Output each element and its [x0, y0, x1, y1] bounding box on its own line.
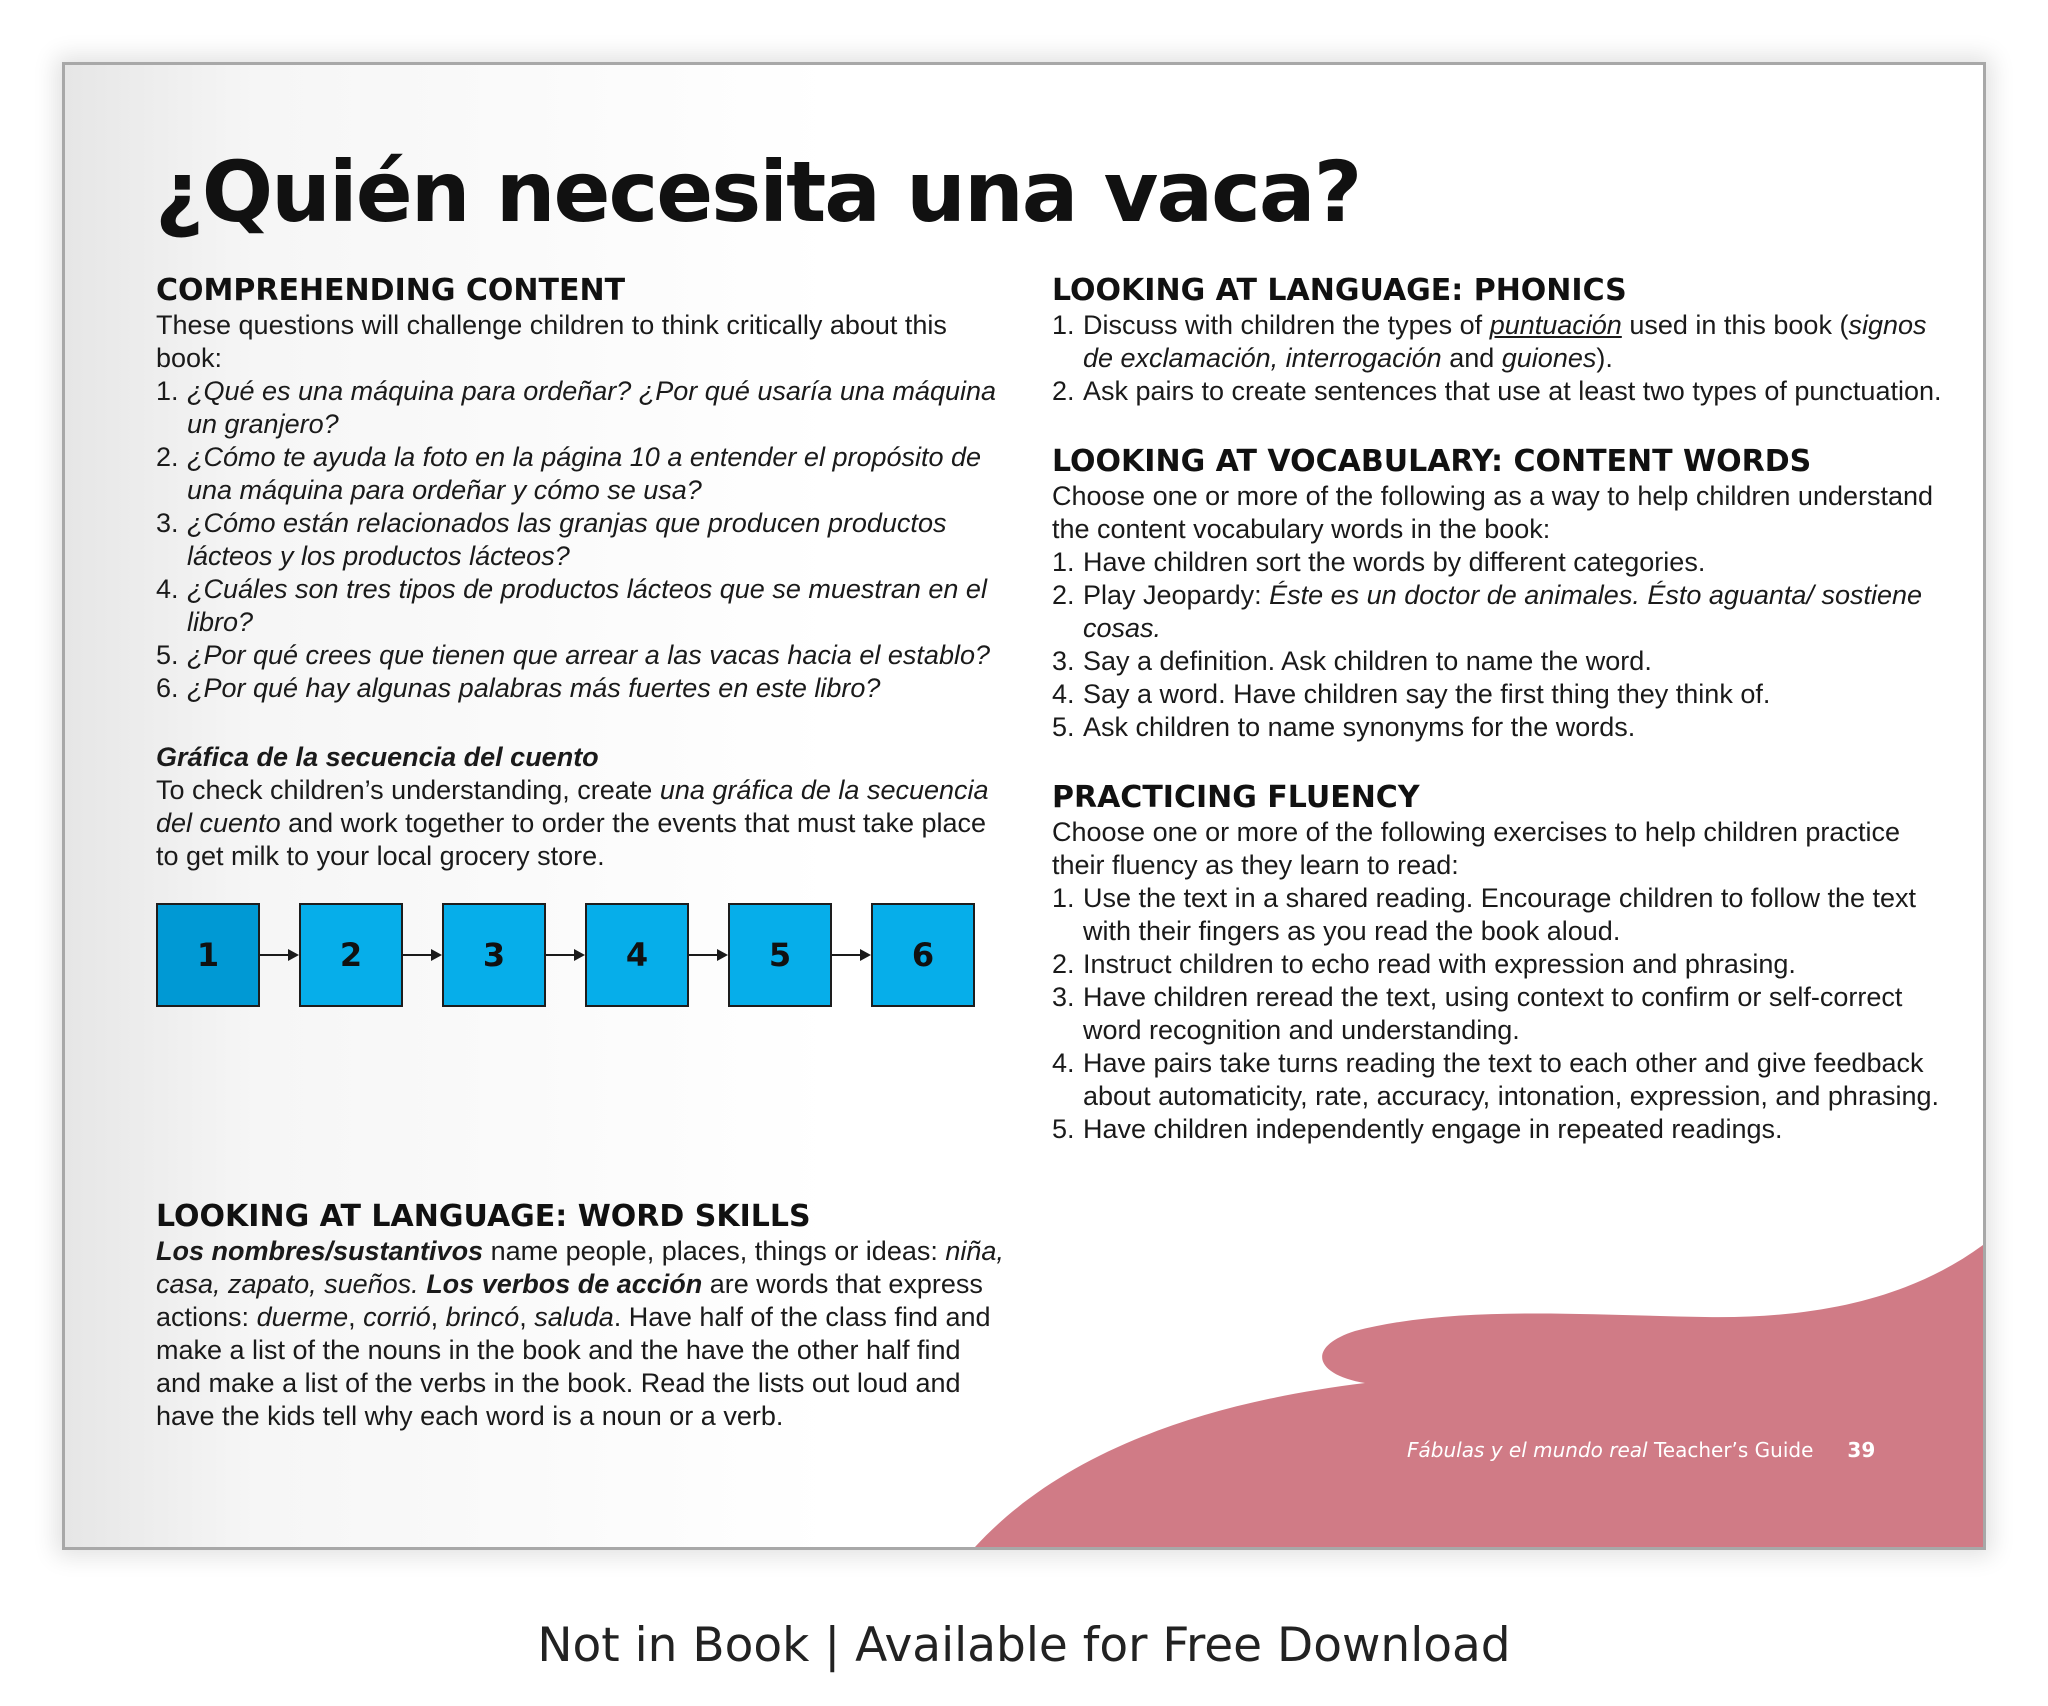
arrow-right-icon [832, 948, 871, 962]
comprehending-intro: These questions will challenge children to think critically about this book: [156, 310, 947, 373]
sequence-box: 3 [442, 903, 546, 1007]
vocabulary-heading: LOOKING AT VOCABULARY: CONTENT WORDS [1052, 444, 1812, 479]
sequence-box: 1 [156, 903, 260, 1007]
download-note: Not in Book | Available for Free Download [537, 1618, 1511, 1673]
list-item: 1. Use the text in a shared reading. Encourage children to follow the text with their fingers as you read the book aloud. [1052, 883, 1916, 946]
comprehending-section [156, 273, 1006, 705]
list-item: 4. ¿Cuáles son tres tipos de productos lácteos que se muestran en el libro? [156, 574, 987, 637]
word-skills-section [156, 1199, 1006, 1433]
list-item: 3. Say a definition. Ask children to name the word. [1052, 646, 1652, 676]
comprehending-questions [156, 375, 1006, 705]
list-item: 3. ¿Cómo están relacionados las granjas que producen productos lácteos y los productos lácteos? [156, 508, 947, 571]
list-item: 5. Ask children to name synonyms for the words. [1052, 712, 1636, 742]
list-item: 1. ¿Qué es una máquina para ordeñar? ¿Por qué usaría una máquina un granjero? [156, 376, 997, 439]
page-footer [1407, 1438, 1875, 1462]
list-item: 2. ¿Cómo te ayuda la foto en la página 10 a entender el propósito de una máquina para ordeñar y cómo se usa? [156, 442, 982, 505]
fluency-list [1052, 882, 1942, 1146]
vocabulary-intro: Choose one or more of the following as a way to help children understand the content vocabulary words in the book: [1052, 481, 1934, 544]
fluency-heading: PRACTICING FLUENCY [1052, 780, 1420, 815]
phonics-heading: LOOKING AT LANGUAGE: PHONICS [1052, 273, 1627, 308]
grafica-text: To check children’s understanding, create una gráfica de la secuencia del cuento and work together to order the events that must take place to get milk to your local grocery store. [156, 775, 989, 871]
fluency-section [1052, 780, 1942, 1146]
arrow-right-icon [403, 948, 442, 962]
fluency-intro: Choose one or more of the following exercises to help children practice their fluency as they learn to read: [1052, 817, 1900, 880]
page-title: ¿Quién necesita una vaca? [155, 143, 1361, 241]
comprehending-heading: COMPREHENDING CONTENT [156, 273, 626, 308]
phonics-section [1052, 273, 1942, 408]
arrow-right-icon [689, 948, 728, 962]
right-column [1052, 273, 1942, 1182]
arrow-right-icon [260, 948, 299, 962]
list-item: 2. Instruct children to echo read with expression and phrasing. [1052, 949, 1796, 979]
list-item: 5. ¿Por qué crees que tienen que arrear a las vacas hacia el establo? [156, 640, 990, 670]
list-item: 1. Have children sort the words by different categories. [1052, 547, 1706, 577]
page-number: 39 [1847, 1438, 1876, 1462]
grafica-section [156, 741, 1006, 1009]
list-item: 2. Ask pairs to create sentences that use at least two types of punctuation. [1052, 376, 1942, 406]
word-skills-heading: LOOKING AT LANGUAGE: WORD SKILLS [156, 1199, 811, 1234]
footer-guide-label: Teacher’s Guide [1647, 1438, 1814, 1462]
left-column [156, 273, 1006, 1431]
list-item: 4. Have pairs take turns reading the text to each other and give feedback about automaticity, rate, accuracy, intonation, expression, and phrasing. [1052, 1048, 1939, 1111]
phonics-list [1052, 309, 1942, 408]
vocabulary-section [1052, 444, 1942, 744]
grafica-heading: Gráfica de la secuencia del cuento [156, 742, 599, 772]
sequence-box: 2 [299, 903, 403, 1007]
list-item: 1. Discuss with children the types of puntuación used in this book (signos de exclamación, interrogación and guiones). [1052, 310, 1927, 373]
list-item: 6. ¿Por qué hay algunas palabras más fuertes en este libro? [156, 673, 881, 703]
list-item: 2. Play Jeopardy: Éste es un doctor de animales. Ésto aguanta/ sostiene cosas. [1052, 580, 1923, 643]
list-item: 4. Say a word. Have children say the first thing they think of. [1052, 679, 1771, 709]
sequence-box: 5 [728, 903, 832, 1007]
list-item: 5. Have children independently engage in repeated readings. [1052, 1114, 1783, 1144]
word-skills-text: Los nombres/sustantivos name people, places, things or ideas: niña, casa, zapato, sueños. Los verbos de acción are words that express actions: duerme, corrió, brincó, saluda. Have half of the class find and make a list of the nouns in the book and the have the other half find and make a list of the verbs in the book. Read the lists out loud and have the kids tell why each word is a noun or a verb. [156, 1236, 1004, 1431]
sequence-chart [156, 901, 1006, 1009]
list-item: 3. Have children reread the text, using context to confirm or self-correct word recognition and understanding. [1052, 982, 1903, 1045]
guide-page [62, 62, 1986, 1550]
sequence-box: 4 [585, 903, 689, 1007]
vocabulary-list [1052, 546, 1942, 744]
arrow-right-icon [546, 948, 585, 962]
sequence-box: 6 [871, 903, 975, 1007]
footer-series-title: Fábulas y el mundo real [1407, 1438, 1648, 1462]
